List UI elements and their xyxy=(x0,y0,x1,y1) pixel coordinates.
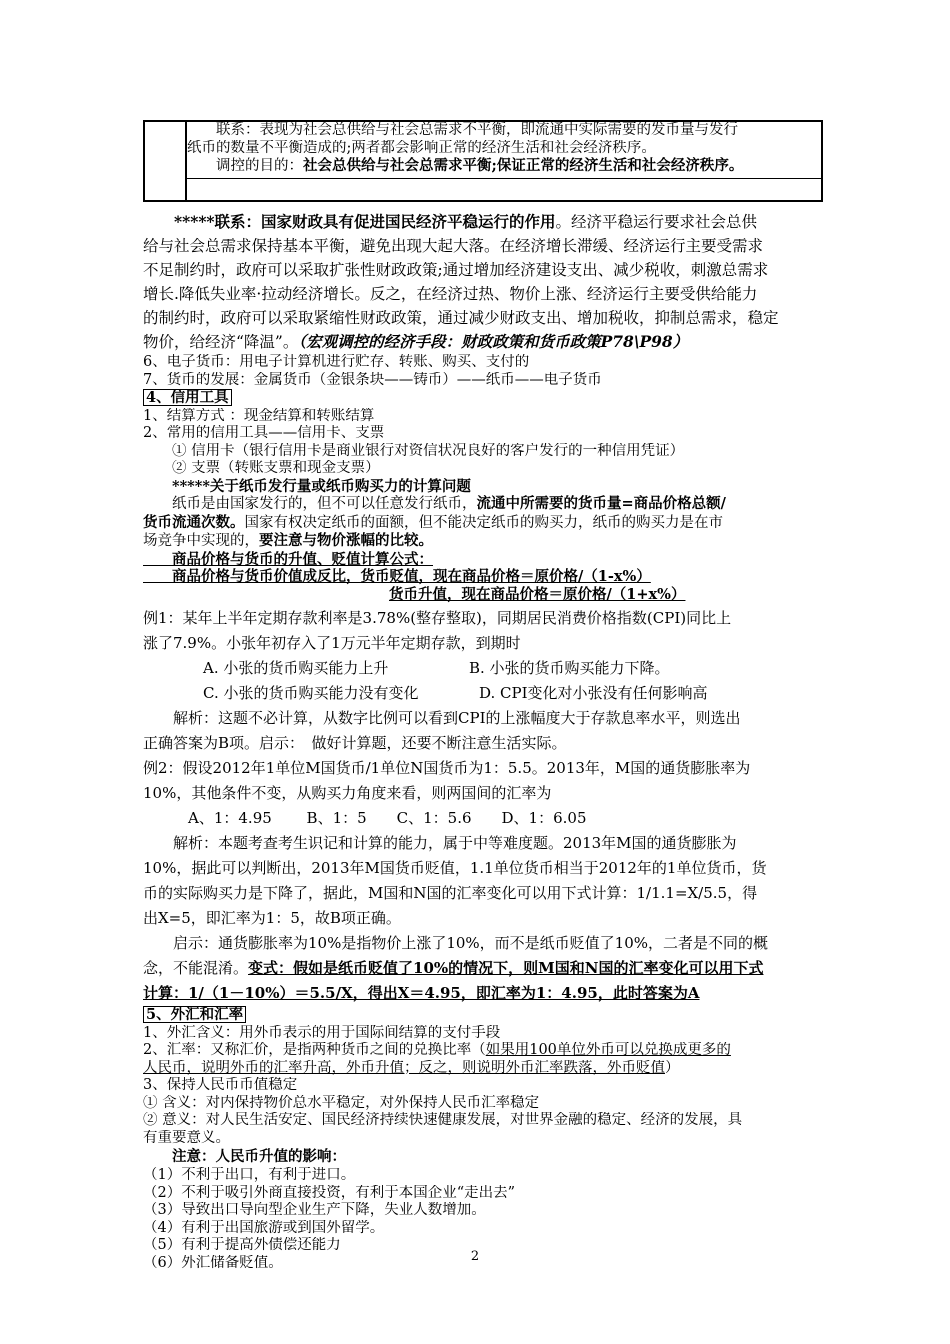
page-number: 2 xyxy=(470,1249,480,1264)
example-1-line-1: 例1：某年上半年定期存款利率是3.78%(整存整取)，同期居民消费价格指数(CPI)同比上 xyxy=(143,609,732,627)
example-2-answer-3: 币的实际购买力是下降了，据此，M国和N国的汇率变化可以用下式计算：1/1.1=X/5.5，得 xyxy=(143,884,758,902)
table-left-cell xyxy=(145,122,187,200)
table-row-divider xyxy=(187,178,821,179)
example-1-options-cd: C. 小张的货币购买能力没有变化 D. CPI变化对小张没有任何影响高 xyxy=(203,684,708,702)
formula-depreciation: 商品价格与货币价值成反比，货币贬值，现在商品价格＝原价格/（1-x%） xyxy=(143,568,651,585)
fiscal-line-5: 的制约时，政府可以采取紧缩性财政政策，通过减少财政支出、增加税收，抑制总需求，稳定 xyxy=(143,309,779,327)
paper-money-line-3: 场竞争中实现的，要注意与物价涨幅的比较。 xyxy=(143,532,433,549)
credit-line-1: 1、结算方式 ：现金结算和转账结算 xyxy=(143,407,375,424)
table-right-cell xyxy=(187,122,821,176)
example-2 xyxy=(143,756,823,1006)
fiscal-line-2: 给与社会总需求保持基本平衡，避免出现大起大落。在经济增长滞缓、经济运行主要受需求 xyxy=(143,237,764,255)
forex-line-3: 人民币，说明外币的汇率升高，外币升值；反之，则说明外币汇率跌落，外币贬值） xyxy=(143,1059,680,1076)
credit-card-item: ① 信用卡（银行信用卡是商业银行对资信状况良好的客户发行的一种信用凭证） xyxy=(143,442,685,459)
example-2-insight-3: 计算：1/（1－10%）＝5.5/X，得出X＝4.95，即汇率为1：4.95，此时答案为A xyxy=(143,984,700,1002)
forex-line-1: 1、外汇含义：用外币表示的用于国际间结算的支付手段 xyxy=(143,1024,501,1041)
forex-heading: 5、外汇和汇率 xyxy=(143,1006,823,1025)
formula-title: 商品价格与货币的升值、贬值计算公式： xyxy=(143,550,433,568)
example-2-options: A、1：4.95 B、1：5 C、1：5.6 D、1：6.05 xyxy=(143,809,587,827)
example-1-answer-1: 解析：这题不必计算，从数字比例可以看到CPI的上涨幅度大于存款息率水平，则选出 xyxy=(143,709,741,727)
example-2-line-2: 10%，其他条件不变，从购买力角度来看，则两国间的汇率为 xyxy=(143,784,552,802)
example-1-answer-2: 正确答案为B项。启示： 做好计算题，还要不断注意生活实际。 xyxy=(143,734,567,752)
summary-table xyxy=(143,120,823,202)
credit-heading: 4、信用工具 xyxy=(143,389,823,408)
fiscal-line-1: *****联系：国家财政具有促进国民经济平稳运行的作用。经济平稳运行要求社会总供 xyxy=(143,212,758,231)
money-item-7: 7、货币的发展：金属货币（金银条块——铸币）——纸币——电子货币 xyxy=(143,371,602,388)
fiscal-line-4: 增长.降低失业率·拉动经济增长。反之，在经济过热、物价上涨、经济运行主要受供给能力 xyxy=(143,285,758,303)
paper-money-line-2: 货币流通次数。国家有权决定纸币的面额，但不能决定纸币的购买力，纸币的购买力是在市 xyxy=(143,513,723,531)
rmb-effect-item: （1）不利于出口，有利于进口。 xyxy=(143,1167,356,1183)
example-1-options-ab: A. 小张的货币购买能力上升 B. 小张的货币购买能力下降。 xyxy=(203,659,670,677)
paper-money-line-1: 纸币是由国家发行的，但不可以任意发行纸币，流通中所需要的货币量=商品价格总额/ xyxy=(143,495,726,512)
rmb-effect-item: （5）有利于提高外债偿还能力 xyxy=(143,1237,341,1253)
formula-appreciation: 货币升值，现在商品价格＝原价格/（1+x%） xyxy=(389,585,686,603)
rmb-effect-item: （6）外汇储备贬值。 xyxy=(143,1254,283,1271)
credit-line-2: 2、常用的信用工具——信用卡、支票 xyxy=(143,425,385,441)
forex-line-2: 2、汇率：又称汇价，是指两种货币之间的兑换比率（如果用100单位外币可以兑换成更多的 xyxy=(143,1042,731,1058)
table-line-1: 联系：表现为社会总供给与社会总需求不平衡，即流通中实际需要的发币量与发行 xyxy=(187,122,738,138)
example-2-insight-2: 念，不能混淆。变式：假如是纸币贬值了10%的情况下，则M国和N国的汇率变化可以用下式 xyxy=(143,959,764,977)
forex-line-6: ② 意义：对人民生活安定、国民经济持续快速健康发展，对世界金融的稳定、经济的发展，具 xyxy=(143,1112,743,1128)
forex-line-5: ① 含义：对内保持物价总水平稳定，对外保持人民币汇率稳定 xyxy=(143,1094,540,1111)
money-item-6: 6、电子货币：用电子计算机进行贮存、转账、购买、支付的 xyxy=(143,354,530,370)
fiscal-section xyxy=(143,210,823,354)
example-2-answer-2: 10%，据此可以判断出，2013年M国货币贬值，1.1单位货币相当于2012年的1单位货币，货 xyxy=(143,859,767,877)
example-1 xyxy=(143,606,823,756)
table-line-3: 调控的目的：社会总供给与社会总需求平衡;保证正常的经济生活和社会经济秩序。 xyxy=(187,157,744,174)
forex-line-7: 有重要意义。 xyxy=(143,1129,230,1146)
example-2-insight-1: 启示：通货膨胀率为10%是指物价上涨了10%，而不是纸币贬值了10%，二者是不同的概 xyxy=(143,934,769,952)
example-2-answer-1: 解析：本题考查考生识记和计算的能力，属于中等难度题。2013年M国的通货膨胀为 xyxy=(143,834,737,852)
example-2-line-1: 例2：假设2012年1单位M国货币/1单位N国货币为1：5.5。2013年，M国的通货膨胀率为 xyxy=(143,759,751,777)
rmb-effect-item: （2）不利于吸引外商直接投资，有利于本国企业“走出去” xyxy=(143,1184,516,1201)
forex-line-4: 3、保持人民币币值稳定 xyxy=(143,1077,298,1093)
fiscal-line-6: 物价，给经济“降温”。（宏观调控的经济手段：财政政策和货币政策P78\P98） xyxy=(143,332,689,351)
table-line-2: 纸币的数量不平衡造成的;两者都会影响正常的经济生活和社会经济秩序。 xyxy=(187,139,656,156)
paper-money-heading: *****关于纸币发行量或纸币购买力的计算问题 xyxy=(143,477,471,495)
example-2-answer-4: 出X=5，即汇率为1：5，故B项正确。 xyxy=(143,909,401,927)
example-1-line-2: 涨了7.9%。小张年初存入了1万元半年定期存款，到期时 xyxy=(143,634,521,652)
rmb-effect-item: （3）导致出口导向型企业生产下降，失业人数增加。 xyxy=(143,1202,486,1218)
rmb-note-heading: 注意：人民币升值的影响： xyxy=(143,1148,346,1165)
cheque-item: ② 支票（转账支票和现金支票） xyxy=(143,460,380,476)
fiscal-line-3: 不足制约时，政府可以采取扩张性财政政策;通过增加经济建设支出、减少税收，刺激总需求 xyxy=(143,261,769,279)
rmb-effect-item: （4）有利于出国旅游或到国外留学。 xyxy=(143,1219,385,1236)
page-content xyxy=(143,120,823,1272)
